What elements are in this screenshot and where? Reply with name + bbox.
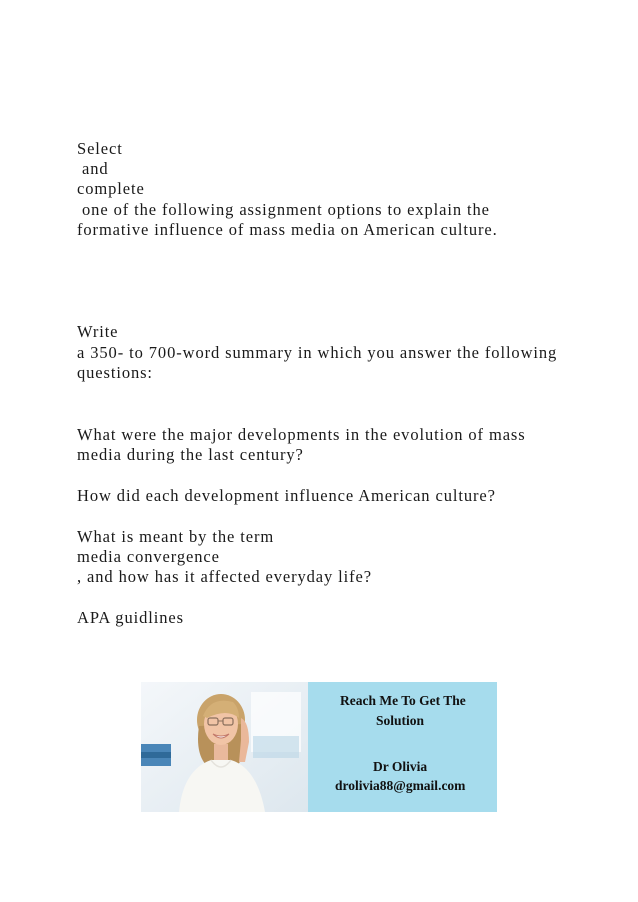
text-line: media convergence bbox=[77, 547, 220, 566]
text-line: one of the following assignment options to explain the bbox=[77, 200, 490, 219]
text-line: Write bbox=[77, 322, 119, 341]
text-line: APA guidlines bbox=[77, 608, 184, 627]
contact-heading-line2: Solution bbox=[376, 713, 425, 728]
contact-heading: Reach Me To Get The bbox=[340, 693, 466, 708]
portrait-photo bbox=[141, 682, 308, 812]
contact-banner bbox=[141, 682, 497, 812]
contact-panel bbox=[308, 682, 497, 812]
text-line: Select bbox=[77, 139, 123, 158]
text-line: formative influence of mass media on American culture. bbox=[77, 220, 498, 239]
contact-name: Dr Olivia bbox=[373, 759, 428, 774]
text-line: What is meant by the term bbox=[77, 527, 275, 546]
text-line: and bbox=[77, 159, 109, 178]
text-line: How did each development influence American culture? bbox=[77, 486, 496, 505]
text-line: What were the major developments in the evolution of mass bbox=[77, 425, 526, 444]
text-line: media during the last century? bbox=[77, 445, 304, 464]
text-line: questions: bbox=[77, 363, 153, 382]
contact-email: drolivia88@gmail.com bbox=[335, 778, 466, 793]
text-line: , and how has it affected everyday life? bbox=[77, 567, 372, 586]
text-line: complete bbox=[77, 179, 145, 198]
text-line: a 350- to 700-word summary in which you answer the following bbox=[77, 343, 558, 362]
